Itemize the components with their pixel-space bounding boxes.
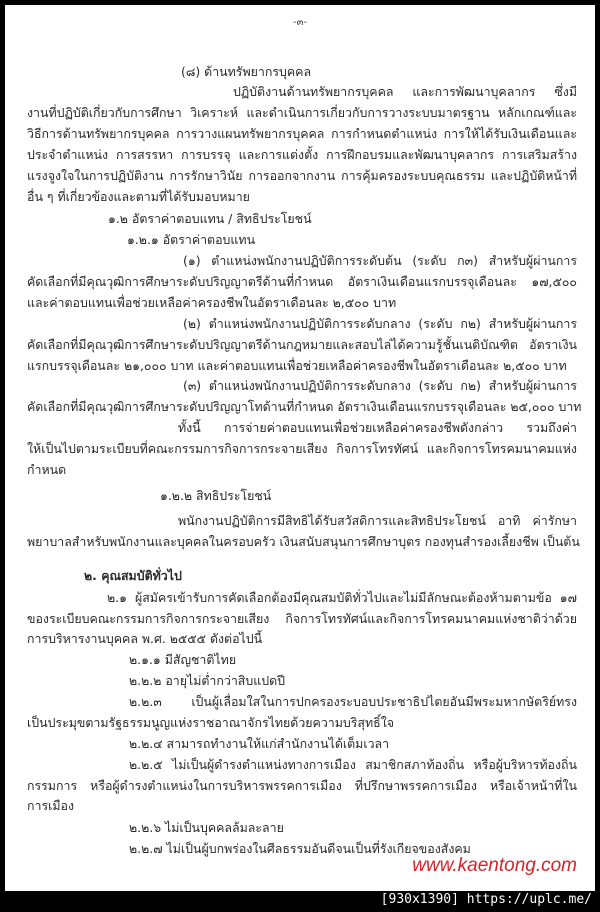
paragraph-line: ของระเบียบคณะกรรมการกิจการกระจายเสียง กิจการโทรทัศน์และกิจการโทรคมนาคมแห่งชาติว่าด้วย <box>27 611 577 626</box>
paragraph-line: แรงจูงใจในการปฏิบัติงาน การรักษาวินัย การออกจากงาน การคุ้มครองระบบคุณธรรม และปฏิบัติหน้าที่ <box>27 168 577 183</box>
subsection-heading: ๑.๒.๑ อัตราค่าตอบแทน <box>127 232 256 247</box>
list-item: ๒.๒.๓ เป็นผู้เลื่อมใสในการปกครองระบอบประชาธิปไตยอันมีพระมหากษัตริย์ทรง <box>129 694 577 709</box>
list-item: ๒.๒.๕ ไม่เป็นผู้ดำรงตำแหน่งทางการเมือง สมาชิกสภาท้องถิ่น หรือผู้บริหารท้องถิ่น <box>129 757 577 772</box>
watermark-link[interactable]: www.kaentong.com <box>412 855 577 876</box>
paragraph-line: อื่น ๆ ที่เกี่ยวข้องและตามที่ได้รับมอบหมาย <box>27 189 250 204</box>
paragraph-line: งานที่ปฏิบัติเกี่ยวกับการศึกษา วิเคราะห์ และดำเนินการเกี่ยวกับการวางระบบมาตรฐาน หลักเกณฑ์และ <box>27 105 577 120</box>
paragraph-line: (๑) ตำแหน่งพนักงานปฏิบัติการระดับต้น (ระดับ ก๓) สำหรับผู้ผ่านการ <box>183 253 577 268</box>
list-item: ๒.๒.๖ ไม่เป็นบุคคลล้มละลาย <box>129 820 284 835</box>
paragraph-line: ปฏิบัติงานด้านทรัพยากรบุคคล และการพัฒนาบุคลากร ซึ่งมี <box>233 84 577 99</box>
paragraph-line: เป็นประมุขตามรัฐธรรมนูญแห่งราชอาณาจักรไทยด้วยความบริสุทธิ์ใจ <box>27 715 395 730</box>
paragraph-line: แรกบรรจุเดือนละ ๒๑,๐๐๐ บาท และค่าตอบแทนเพื่อช่วยเหลือค่าครองชีพในอัตราเดือนละ ๒,๕๐๐ บาท <box>27 358 567 373</box>
paragraph-line: การบริหารงานบุคคล พ.ศ. ๒๕๕๕ ดังต่อไปนี้ <box>27 631 263 646</box>
page-number: -๓- <box>292 17 308 28</box>
paragraph-line: คัดเลือกที่มีคุณวุฒิการศึกษาระดับปริญญาตรีด้านที่กำหนด อัตราเงินเดือนแรกบรรจุเดือนละ ๑๗,๕๐๐ <box>27 274 577 289</box>
paragraph-line: (๒) ตำแหน่งพนักงานปฏิบัติการระดับกลาง (ระดับ ก๒) สำหรับผู้ผ่านการ <box>183 316 577 331</box>
paragraph-line: ๒.๑ ผู้สมัครเข้ารับการคัดเลือกต้องมีคุณสมบัติทั่วไปและไม่มีลักษณะต้องห้ามตามข้อ ๑๗ <box>107 590 577 605</box>
paragraph-line: พยาบาลสำหรับพนักงานและบุคคลในครอบครัว เงินสนับสนุนการศึกษาบุตร กองทุนสำรองเลี้ยงชีพ เป็นต้น <box>27 534 580 549</box>
paragraph-line: และค่าตอบแทนเพื่อช่วยเหลือค่าครองชีพในอัตราเดือนละ ๒,๕๐๐ บาท <box>27 295 397 310</box>
paragraph-line: ประจำตำแหน่ง การสรรหา การบรรจุ และการแต่งตั้ง การฝึกอบรมและพัฒนาบุคลากร การเสริมสร้าง <box>27 147 577 162</box>
section-heading: ๒. คุณสมบัติทั่วไป <box>84 568 182 583</box>
paragraph-line: การเมือง <box>27 798 75 813</box>
paragraph-line: คัดเลือกที่มีคุณวุฒิการศึกษาระดับปริญญาตรีด้านกฎหมายและสอบไล่ได้ความรู้ชั้นเนติบัณฑิต อัตราเงิน <box>27 337 577 352</box>
paragraph-line: ทั้งนี้ การจ่ายค่าตอบแทนเพื่อช่วยเหลือค่าครองชีพดังกล่าว รวมถึงค่า <box>178 420 577 435</box>
list-item: ๒.๒.๒ อายุไม่ต่ำกว่าสิบแปดปี <box>129 673 285 688</box>
list-item: ๒.๒.๔ สามารถทำงานให้แก่สำนักงานได้เต็มเวลา <box>129 736 390 751</box>
list-item: ๒.๒.๗ ไม่เป็นผู้บกพร่องในศีลธรรมอันดีจนเป็นที่รังเกียจของสังคม <box>129 841 471 856</box>
subsection-heading: ๑.๒ อัตราค่าตอบแทน / สิทธิประโยชน์ <box>108 211 312 226</box>
image-host-footer: [930x1390] https://uplc.me/ <box>380 892 592 907</box>
section-heading: (๘) ด้านทรัพยากรบุคคล <box>181 64 312 79</box>
paragraph-line: กำหนด <box>27 462 67 477</box>
paragraph-line: (๓) ตำแหน่งพนักงานปฏิบัติการระดับกลาง (ระดับ ก๒) สำหรับผู้ผ่านการ <box>183 378 577 393</box>
document-page <box>5 5 595 891</box>
paragraph-line: กรรมการ หรือผู้ดำรงตำแหน่งในการบริหารพรรคการเมือง ที่ปรึกษาพรรคการเมือง หรือเจ้าหน้าที่ใน <box>27 778 577 793</box>
paragraph-line: ให้เป็นไปตามระเบียบที่คณะกรรมการกิจการกระจายเสียง กิจการโทรทัศน์ และกิจการโทรคมนาคมแห่ง <box>27 441 577 456</box>
paragraph-line: คัดเลือกที่มีคุณวุฒิการศึกษาระดับปริญญาโทด้านที่กำหนด อัตราเงินเดือนแรกบรรจุเดือนละ ๒๕,๐๐๐ บาท <box>27 399 582 414</box>
subsection-heading: ๑.๒.๒ สิทธิประโยชน์ <box>160 488 272 503</box>
paragraph-line: พนักงานปฏิบัติการมีสิทธิได้รับสวัสดิการและสิทธิประโยชน์ อาทิ ค่ารักษา <box>178 513 577 528</box>
list-item: ๒.๑.๑ มีสัญชาติไทย <box>129 652 237 667</box>
paragraph-line: วิธีการด้านทรัพยากรบุคคล การวางแผนทรัพยากรบุคคล การกำหนดตำแหน่ง การให้ได้รับเงินเดือนและ <box>27 126 577 141</box>
